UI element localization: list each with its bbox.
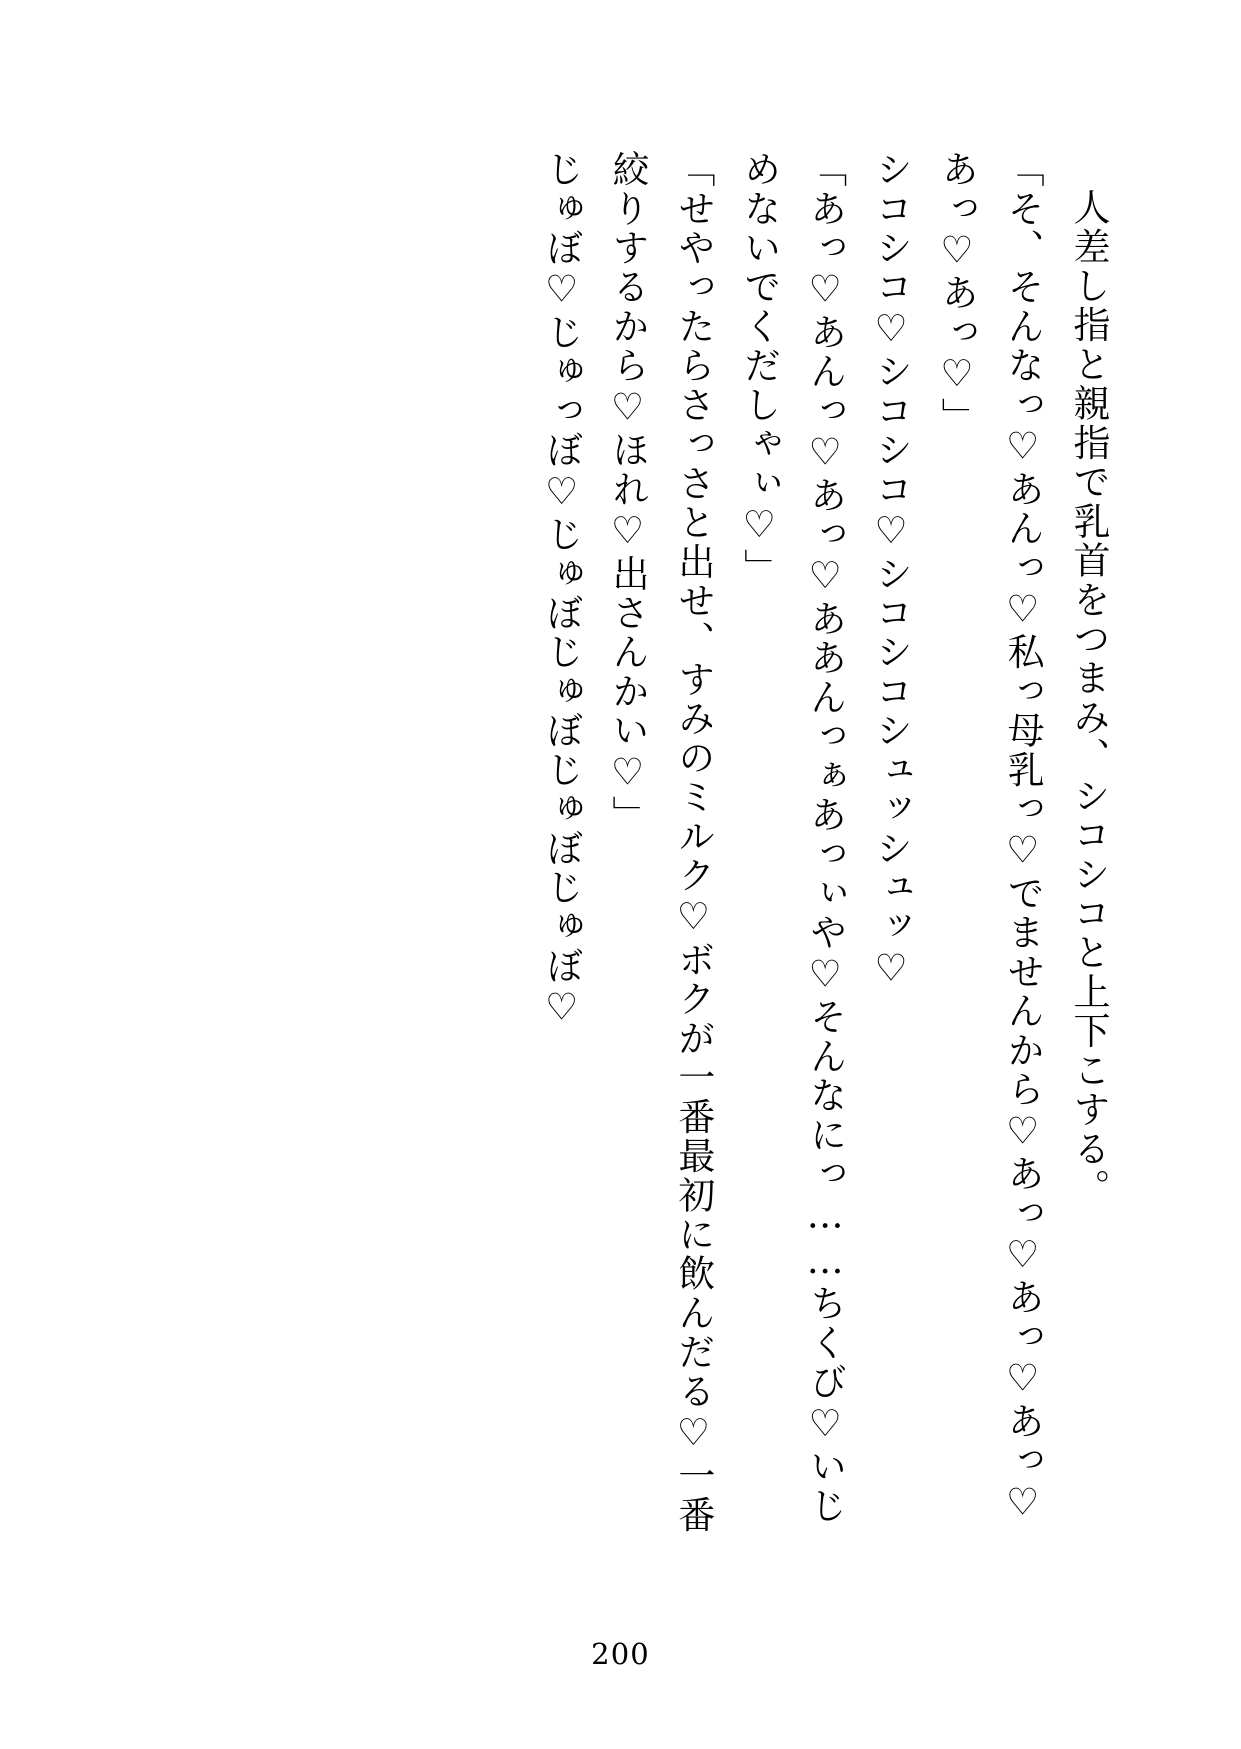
vertical-text-body bbox=[120, 150, 1121, 1549]
paragraph: 「そ、そんなっ♡あんっ♡私っ母乳っ♡でませんから♡あっ♡あっ♡あっ♡あっ♡あっ♡」 bbox=[935, 150, 1045, 1526]
page-number: 200 bbox=[591, 1637, 650, 1671]
paragraph: 人差し指と親指で乳首をつまみ、シコシコと上下こする。 bbox=[1067, 188, 1110, 1208]
paragraph: 「あっ♡あんっ♡あっ♡ああんっぁあっぃや♡そんなにっ……ちくび♡いじめないでくだしゃぃ♡」 bbox=[737, 150, 847, 1526]
paragraph: 「せやったらさっさと出せ、すみのミルク♡ボクが一番最初に飲んだる♡一番絞りするから♡ほれ♡出さんかい♡」 bbox=[605, 150, 715, 1535]
paragraph: じゅぼ♡じゅっぼ♡じゅぼじゅぼじゅぼじゅぼ♡ bbox=[540, 150, 584, 1031]
paragraph: シコシコ♡シコシコ♡シコシコシュッシュッ♡ bbox=[869, 150, 913, 992]
